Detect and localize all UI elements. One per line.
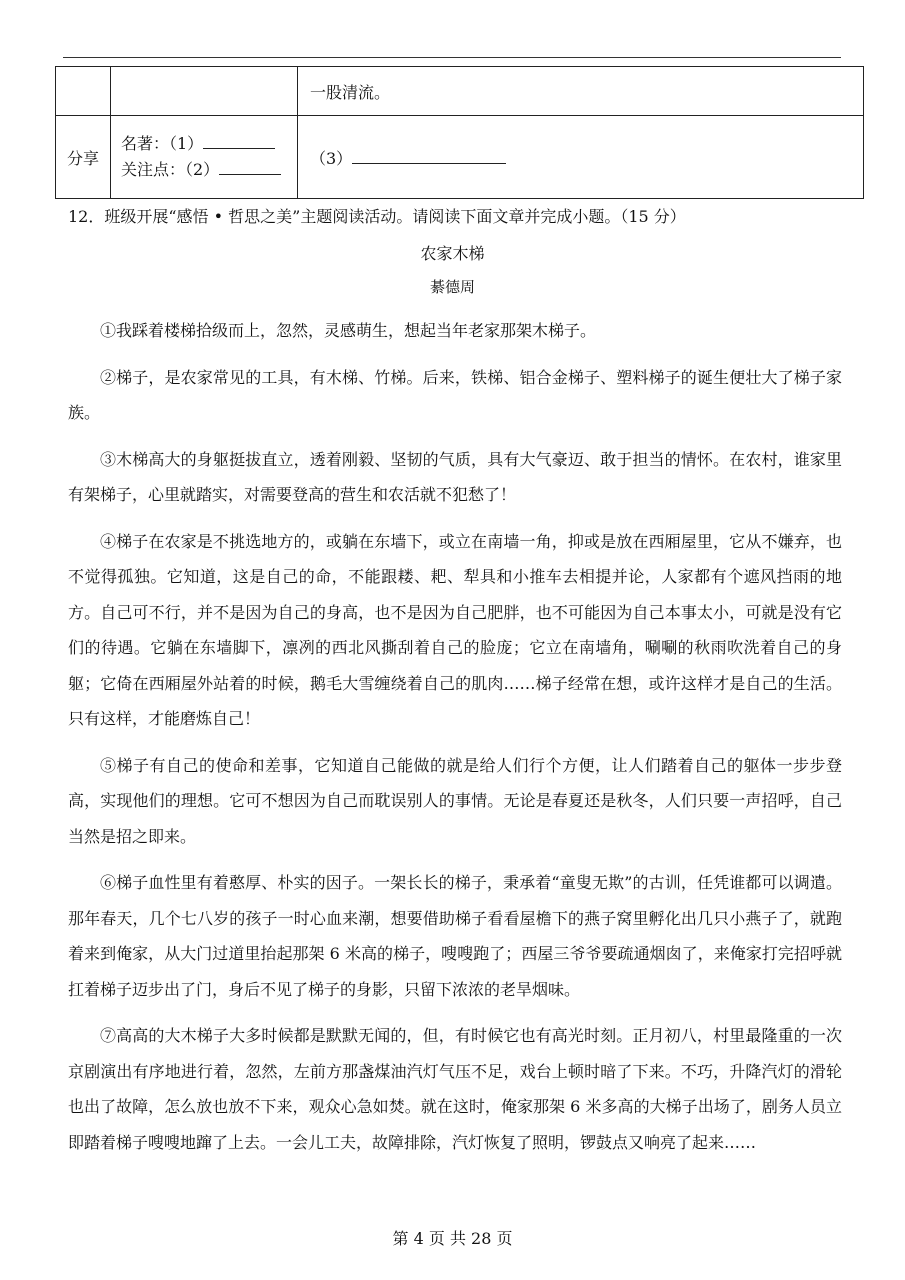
table-cell-text: 一股清流。 bbox=[298, 67, 864, 116]
paragraph: ⑦高高的大木梯子大多时候都是默默无闻的，但，有时候它也有高光时刻。正月初八，村里最隆重的一次京剧演出有序地进行着，忽然，左前方那盏煤油汽灯气压不足，戏台上顿时暗了下来。不巧，升降汽灯的滑轮也出了故障，怎么放也放不下来，观众心急如焚。就在这时，俺家那架 6 米多高的大梯子出场了，剧务人员立即踏着梯子嗖嗖地蹿了上去。一会儿工夫，故障排除，汽灯恢复了照明，锣鼓点又响亮了起来…… bbox=[68, 1026, 842, 1152]
table-cell bbox=[111, 116, 298, 199]
focus-line bbox=[121, 157, 297, 183]
paragraph: ①我踩着楼梯拾级而上，忽然，灵感萌生，想起当年老家那架木梯子。 bbox=[100, 321, 597, 340]
table-cell bbox=[111, 67, 298, 116]
table-cell bbox=[56, 67, 111, 116]
share-label: 分享 bbox=[56, 116, 111, 199]
paragraph: ④梯子在农家是不挑选地方的，或躺在东墙下，或立在南墙一角，抑或是放在西厢屋里，它从不嫌弃，也不觉得孤独。它知道，这是自己的命，不能跟耧、耙、犁具和小推车去相提并论，人家都有个遮风挡雨的地方。自己可不行，并不是因为自己的身高，也不是因为自己肥胖，也不可能因为自己本事太小，可就是没有它们的待遇。它躺在东墙脚下，凛冽的西北风撕刮着自己的脸庞；它立在南墙角，唰唰的秋雨吹洗着自己的身躯；它倚在西厢屋外站着的时候，鹅毛大雪缠绕着自己的肌肉……梯子经常在想，或许这样才是自己的生活。只有这样，才能磨炼自己！ bbox=[68, 531, 842, 728]
article-body bbox=[68, 313, 842, 1171]
article-title: 农家木梯 bbox=[420, 244, 485, 263]
answer-label-3: （3） bbox=[310, 148, 353, 168]
page-footer: 第 4 页 共 28 页 bbox=[392, 1229, 513, 1248]
book-line bbox=[121, 131, 297, 157]
answer-blank-1[interactable] bbox=[203, 134, 275, 149]
answer-blank-2[interactable] bbox=[219, 160, 281, 175]
share-table bbox=[55, 66, 864, 199]
book-label: 名著：（1） bbox=[121, 134, 204, 153]
table-row bbox=[56, 116, 864, 199]
table-cell bbox=[298, 116, 864, 199]
paragraph: ③木梯高大的身躯挺拔直立，透着刚毅、坚韧的气质，具有大气豪迈、敢于担当的情怀。在农村，谁家里有架梯子，心里就踏实，对需要登高的营生和农活就不犯愁了！ bbox=[68, 449, 842, 504]
article-author: 綦德周 bbox=[429, 278, 475, 296]
answer-blank-3[interactable] bbox=[352, 149, 506, 164]
paragraph: ⑥梯子血性里有着憨厚、朴实的因子。一架长长的梯子，秉承着“童叟无欺”的古训，任凭谁都可以调遣。那年春天，几个七八岁的孩子一时心血来潮，想要借助梯子看看屋檐下的燕子窝里孵化出几只小燕子了，就跑着来到俺家，从大门过道里抬起那架 6 米高的梯子，嗖嗖跑了；西屋三爷爷要疏通烟囱了，来俺家打完招呼就扛着梯子迈步出了门，身后不见了梯子的身影，只留下浓浓的老旱烟味。 bbox=[68, 873, 842, 999]
question-text: 12．班级开展“感悟 • 哲思之美”主题阅读活动。请阅读下面文章并完成小题。（15 分） bbox=[68, 207, 686, 226]
header-rule bbox=[63, 57, 841, 58]
paragraph: ⑤梯子有自己的使命和差事，它知道自己能做的就是给人们行个方便，让人们踏着自己的躯体一步步登高，实现他们的理想。它可不想因为自己而耽误别人的事情。无论是春夏还是秋冬，人们只要一声招呼，自己当然是招之即来。 bbox=[68, 755, 842, 846]
table-row bbox=[56, 67, 864, 116]
paragraph: ②梯子，是农家常见的工具，有木梯、竹梯。后来，铁梯、铝合金梯子、塑料梯子的诞生便壮大了梯子家族。 bbox=[68, 367, 842, 422]
focus-label: 关注点：（2） bbox=[121, 160, 220, 179]
